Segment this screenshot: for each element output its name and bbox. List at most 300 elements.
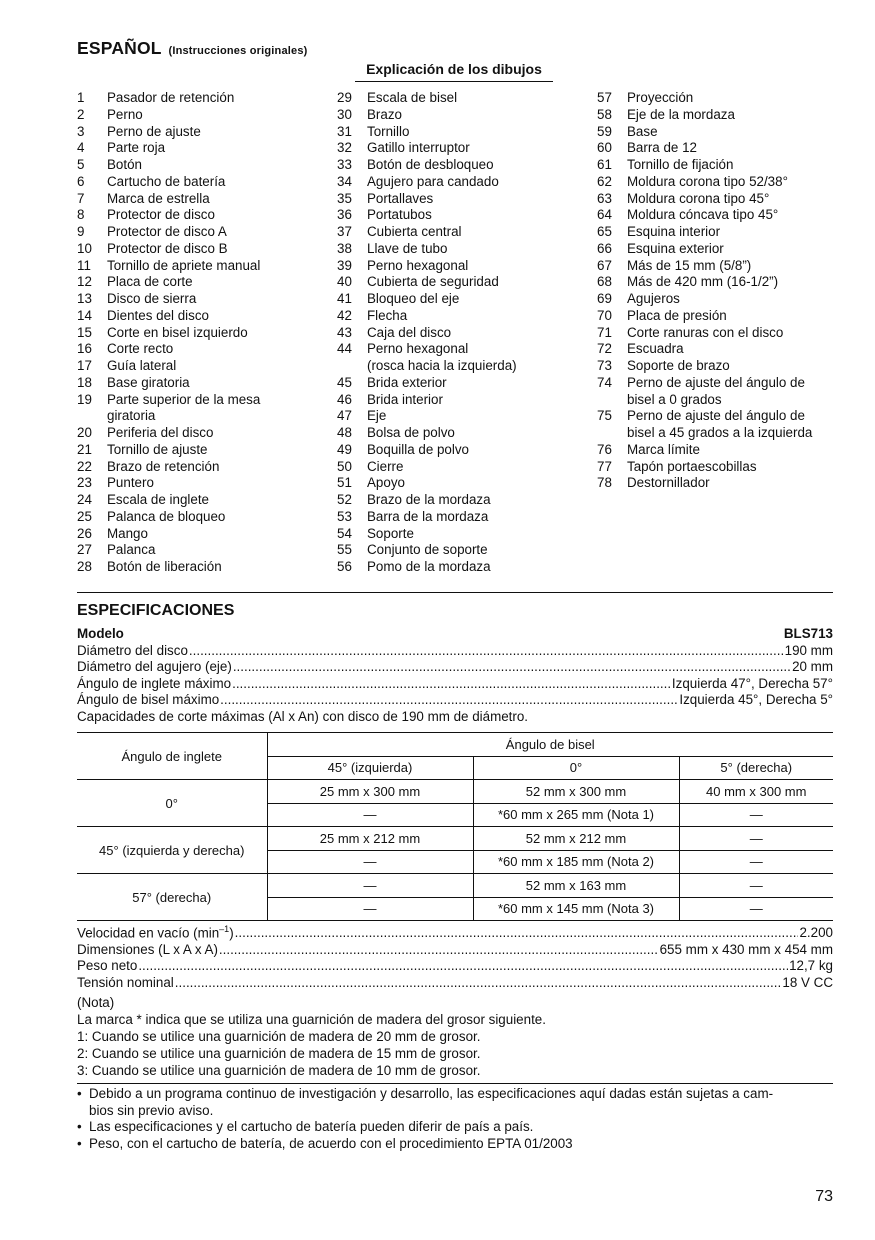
table-cell: — — [679, 897, 833, 921]
item-label: Botón de desbloqueo — [367, 157, 494, 172]
item-label: giratoria — [107, 408, 156, 424]
table-cell: 25 mm x 300 mm — [267, 780, 473, 804]
item-number: 18 — [77, 374, 92, 390]
item-number: 11 — [77, 257, 91, 273]
list-item — [77, 325, 317, 342]
table-cell: — — [679, 827, 833, 851]
list-item — [597, 375, 833, 392]
list-item — [337, 526, 577, 543]
item-label: Más de 420 mm (16-1/2”) — [627, 274, 779, 290]
spec-key: Diámetro del agujero (eje) — [77, 659, 232, 674]
list-item — [337, 241, 577, 258]
list-item — [77, 308, 317, 325]
list-item — [337, 325, 577, 342]
note-line: 3: Cuando se utilice una guarnición de madera de 10 mm de grosor. — [77, 1063, 481, 1078]
item-number: 2 — [77, 106, 85, 122]
list-item — [337, 408, 577, 425]
list-item — [77, 191, 317, 208]
item-number: 76 — [597, 441, 612, 457]
list-item — [337, 442, 577, 459]
list-item — [77, 475, 317, 492]
item-label: Perno hexagonal — [367, 257, 469, 273]
spec-value: Izquierda 45°, Derecha 5° — [679, 692, 833, 707]
table-cell: 52 mm x 163 mm — [473, 874, 679, 898]
list-item — [597, 140, 833, 157]
spec-key: Ángulo de inglete máximo — [77, 675, 232, 691]
item-number: 63 — [597, 190, 612, 206]
item-label: Bolsa de polvo — [367, 425, 455, 440]
miter-angle-cell: 57° (derecha) — [77, 874, 267, 921]
item-number — [597, 392, 627, 409]
item-label: bisel a 45 grados a la izquierda — [627, 425, 813, 440]
item-label: Palanca de bloqueo — [107, 508, 226, 524]
note-line: (Nota) — [77, 995, 115, 1010]
spec-key: Peso neto — [77, 958, 138, 974]
list-item — [597, 459, 833, 476]
list-item — [77, 174, 317, 191]
item-number: 14 — [77, 307, 92, 323]
item-number: 48 — [337, 425, 352, 440]
list-item — [77, 492, 317, 509]
item-label: Destornillador — [627, 475, 710, 491]
bullet-item — [77, 1136, 833, 1153]
item-label: Escala de inglete — [107, 492, 209, 507]
list-item — [597, 392, 833, 409]
list-item — [77, 90, 317, 107]
item-label: Perno de ajuste — [107, 123, 201, 139]
item-number: 36 — [337, 207, 352, 223]
item-label: Bloqueo del eje — [367, 291, 460, 306]
item-label: Marca límite — [627, 441, 700, 457]
list-item — [77, 157, 317, 174]
item-label: Flecha — [367, 307, 408, 323]
item-number: 26 — [77, 525, 92, 541]
table-cell: 52 mm x 212 mm — [473, 827, 679, 851]
item-number: 72 — [597, 341, 612, 357]
list-item — [337, 191, 577, 208]
item-number: 44 — [337, 341, 352, 357]
item-number: 57 — [597, 90, 612, 105]
list-item — [597, 157, 833, 174]
item-number: 8 — [77, 207, 85, 223]
table-cell: — — [267, 803, 473, 827]
item-number: 13 — [77, 291, 92, 306]
item-number: 54 — [337, 525, 352, 541]
page-number: 73 — [815, 1188, 833, 1205]
list-item — [597, 191, 833, 208]
item-label: (rosca hacia la izquierda) — [367, 358, 517, 373]
item-number: 47 — [337, 408, 352, 424]
item-label: Portallaves — [367, 190, 434, 206]
list-item — [337, 375, 577, 392]
list-item — [77, 124, 317, 141]
item-label: Gatillo interruptor — [367, 140, 470, 156]
item-label: Botón — [107, 157, 142, 172]
section-title: Explicación de los dibujos — [355, 61, 553, 82]
spec-row — [77, 659, 833, 676]
item-number: 12 — [77, 274, 92, 290]
item-number: 23 — [77, 475, 92, 491]
item-label: Conjunto de soporte — [367, 542, 488, 558]
item-number: 40 — [337, 274, 352, 290]
item-label: Brida interior — [367, 391, 443, 407]
bullet-marker: • — [77, 1086, 82, 1101]
model-value: BLS713 — [783, 626, 833, 641]
item-number: 10 — [77, 240, 92, 256]
item-label: Tornillo de fijación — [627, 157, 734, 172]
item-label: Esquina exterior — [627, 240, 724, 256]
item-label: Marca de estrella — [107, 190, 210, 206]
item-number — [597, 425, 627, 442]
item-label: Protector de disco B — [107, 240, 228, 256]
list-item — [597, 442, 833, 459]
item-label: Cierre — [367, 458, 404, 474]
spec-row — [77, 975, 833, 992]
list-item — [77, 392, 317, 409]
item-number: 37 — [337, 224, 352, 239]
divider — [77, 1083, 833, 1084]
list-item — [597, 90, 833, 107]
note-line: 2: Cuando se utilice una guarnición de madera de 15 mm de grosor. — [77, 1046, 481, 1061]
item-label: Corte en bisel izquierdo — [107, 324, 248, 340]
list-item — [77, 408, 317, 425]
capacity-caption: Capacidades de corte máximas (Al x An) con disco de 190 mm de diámetro. — [77, 708, 529, 724]
item-number: 1 — [77, 90, 85, 105]
list-item — [337, 291, 577, 308]
item-label: Barra de la mordaza — [367, 508, 489, 524]
item-number: 33 — [337, 157, 352, 172]
item-label: Soporte — [367, 525, 414, 541]
item-number: 45 — [337, 374, 352, 390]
parts-list-column-2 — [337, 90, 577, 576]
item-number: 29 — [337, 90, 352, 105]
item-number — [77, 408, 107, 425]
list-item — [77, 291, 317, 308]
item-number: 59 — [597, 123, 612, 139]
list-item — [77, 375, 317, 392]
capacity-table — [77, 732, 833, 921]
list-item — [77, 526, 317, 543]
item-number: 65 — [597, 224, 612, 239]
table-cell: — — [679, 850, 833, 874]
item-label: Palanca — [107, 542, 156, 558]
table-cell: *60 mm x 145 mm (Nota 3) — [473, 897, 679, 921]
miter-angle-header: Ángulo de inglete — [77, 733, 267, 780]
item-label: Tornillo — [367, 123, 410, 139]
table-cell: — — [267, 897, 473, 921]
item-label: Boquilla de polvo — [367, 441, 469, 457]
item-number: 32 — [337, 140, 352, 156]
item-number: 21 — [77, 441, 92, 457]
item-number: 27 — [77, 542, 92, 558]
item-number: 55 — [337, 542, 352, 558]
item-label: Tapón portaescobillas — [627, 458, 757, 474]
item-label: Periferia del disco — [107, 425, 214, 440]
item-label: Tornillo de apriete manual — [107, 257, 261, 273]
list-item — [77, 241, 317, 258]
item-number: 34 — [337, 173, 352, 189]
list-item — [77, 107, 317, 124]
miter-angle-cell: 0° — [77, 780, 267, 827]
item-number: 16 — [77, 341, 92, 357]
item-label: Esquina interior — [627, 224, 721, 239]
list-item — [337, 425, 577, 442]
item-number: 25 — [77, 508, 92, 524]
item-number: 42 — [337, 307, 352, 323]
table-cell: 25 mm x 212 mm — [267, 827, 473, 851]
item-number: 28 — [77, 559, 92, 574]
item-label: Pomo de la mordaza — [367, 559, 491, 574]
item-number: 49 — [337, 441, 352, 457]
specs-bottom — [77, 921, 833, 991]
item-label: Portatubos — [367, 207, 432, 223]
note-line: 1: Cuando se utilice una guarnición de madera de 20 mm de grosor. — [77, 1029, 481, 1044]
parts-list-column-3 — [597, 90, 833, 492]
item-label: Parte roja — [107, 140, 166, 156]
list-item — [337, 274, 577, 291]
item-number: 50 — [337, 458, 352, 474]
list-item — [77, 341, 317, 358]
table-cell: — — [267, 874, 473, 898]
spec-key: Diámetro del disco — [77, 642, 188, 658]
bullet-marker — [77, 1103, 89, 1120]
bullet-marker: • — [77, 1135, 82, 1151]
table-cell: 52 mm x 300 mm — [473, 780, 679, 804]
list-item — [597, 425, 833, 442]
bullet-item — [77, 1103, 833, 1120]
item-label: Dientes del disco — [107, 307, 209, 323]
bullet-text: Debido a un programa continuo de investigación y desarrollo, las especificaciones aquí dadas están sujetas a cam- — [89, 1086, 774, 1101]
list-item — [597, 408, 833, 425]
item-label: Botón de liberación — [107, 559, 222, 574]
item-number: 70 — [597, 307, 612, 323]
list-item — [337, 157, 577, 174]
item-number: 41 — [337, 291, 352, 306]
bullet-marker: • — [77, 1119, 82, 1134]
list-item — [337, 392, 577, 409]
spec-row — [77, 921, 833, 942]
miter-angle-cell: 45° (izquierda y derecha) — [77, 827, 267, 874]
item-number: 75 — [597, 408, 612, 424]
item-number: 61 — [597, 157, 612, 172]
spec-key: Tensión nominal — [77, 974, 174, 990]
table-row — [77, 874, 833, 898]
language-note: (Instrucciones originales) — [168, 45, 308, 57]
spec-row — [77, 942, 833, 959]
list-item — [77, 258, 317, 275]
item-number: 67 — [597, 257, 612, 273]
spec-key: Velocidad en vacío $(\min^{-1})$ — [77, 924, 234, 941]
list-item — [337, 475, 577, 492]
item-label: Perno de ajuste del ángulo de — [627, 374, 805, 390]
list-item — [337, 140, 577, 157]
item-label: Moldura corona tipo 52/38° — [627, 173, 788, 189]
bevel-zero-header: 0° — [473, 756, 679, 780]
item-label: Base — [627, 123, 658, 139]
item-label: Placa de presión — [627, 307, 727, 323]
list-item — [337, 207, 577, 224]
spec-key: Dimensiones (L x A x A) — [77, 941, 218, 957]
item-label: Llave de tubo — [367, 240, 448, 256]
table-cell: 40 mm x 300 mm — [679, 780, 833, 804]
item-number: 60 — [597, 140, 612, 156]
item-number: 4 — [77, 140, 85, 156]
item-label: Barra de 12 — [627, 140, 697, 156]
item-number: 71 — [597, 324, 612, 340]
spec-row — [77, 692, 833, 709]
item-label: Moldura cóncava tipo 45° — [627, 207, 779, 223]
item-label: Más de 15 mm (5/8”) — [627, 257, 752, 273]
item-label: Cubierta central — [367, 224, 462, 239]
list-item — [597, 207, 833, 224]
bullet-list — [77, 1086, 833, 1152]
list-item — [597, 291, 833, 308]
item-label: Proyección — [627, 90, 694, 105]
list-item — [337, 107, 577, 124]
notes-block — [77, 994, 833, 1079]
item-number — [337, 358, 367, 375]
bevel-left-header: 45° (izquierda) — [267, 756, 473, 780]
bullet-item — [77, 1086, 833, 1103]
item-label: Parte superior de la mesa — [107, 391, 261, 407]
table-cell: — — [679, 874, 833, 898]
item-label: Brida exterior — [367, 374, 447, 390]
specs-title: ESPECIFICACIONES — [77, 602, 235, 619]
item-label: Tornillo de ajuste — [107, 441, 208, 457]
list-item — [337, 174, 577, 191]
item-number: 66 — [597, 240, 612, 256]
item-number: 78 — [597, 475, 612, 491]
list-item — [337, 124, 577, 141]
model-label: Modelo — [77, 626, 124, 641]
list-item — [597, 107, 833, 124]
model-row — [77, 626, 833, 643]
list-item — [77, 509, 317, 526]
item-number: 3 — [77, 123, 85, 139]
item-number: 19 — [77, 391, 92, 407]
list-item — [337, 509, 577, 526]
item-label: Placa de corte — [107, 274, 193, 290]
item-label: Cartucho de batería — [107, 173, 226, 189]
item-number: 6 — [77, 173, 85, 189]
list-item — [77, 274, 317, 291]
list-item — [337, 308, 577, 325]
item-number: 38 — [337, 240, 352, 256]
parts-list-column-1 — [77, 90, 317, 576]
note-line: La marca * indica que se utiliza una guarnición de madera del grosor siguiente. — [77, 1012, 546, 1027]
spec-row — [77, 643, 833, 660]
item-label: Pasador de retención — [107, 90, 235, 105]
list-item — [337, 559, 577, 576]
spec-value: 20 mm — [792, 659, 833, 674]
item-number: 35 — [337, 190, 352, 206]
item-number: 20 — [77, 425, 92, 440]
item-number: 24 — [77, 492, 92, 507]
item-label: Protector de disco A — [107, 224, 227, 239]
list-item — [77, 459, 317, 476]
item-number: 77 — [597, 458, 612, 474]
item-label: Brazo — [367, 106, 402, 122]
spec-key: Ángulo de bisel máximo — [77, 692, 220, 707]
list-item — [337, 358, 577, 375]
item-label: Guía lateral — [107, 358, 177, 373]
item-label: Eje — [367, 408, 387, 424]
list-item — [337, 542, 577, 559]
list-item — [597, 258, 833, 275]
list-item — [597, 124, 833, 141]
language-title: ESPAÑOL — [77, 38, 162, 58]
item-number: 73 — [597, 358, 612, 373]
item-label: Eje de la mordaza — [627, 106, 735, 122]
list-item — [77, 442, 317, 459]
divider — [77, 592, 833, 593]
list-item — [597, 224, 833, 241]
list-item — [337, 90, 577, 107]
bullet-text: Peso, con el cartucho de batería, de acuerdo con el procedimiento EPTA 01/2003 — [89, 1135, 573, 1151]
item-label: Escala de bisel — [367, 90, 458, 105]
item-label: Apoyo — [367, 475, 405, 491]
list-item — [337, 341, 577, 358]
table-cell: — — [679, 803, 833, 827]
item-label: Cubierta de seguridad — [367, 274, 499, 290]
list-item — [597, 341, 833, 358]
spec-value: Izquierda 47°, Derecha 57° — [671, 675, 833, 691]
table-cell: *60 mm x 265 mm (Nota 1) — [473, 803, 679, 827]
spec-row — [77, 958, 833, 975]
list-item — [337, 224, 577, 241]
item-number: 15 — [77, 324, 92, 340]
item-label: Caja del disco — [367, 324, 452, 340]
list-item — [77, 425, 317, 442]
language-heading — [77, 38, 308, 59]
item-label: Soporte de brazo — [627, 358, 730, 373]
spec-row — [77, 676, 833, 693]
item-label: Moldura corona tipo 45° — [627, 190, 770, 206]
table-row — [77, 780, 833, 804]
list-item — [77, 207, 317, 224]
spec-value: 18 V CC — [782, 974, 833, 990]
bevel-right-header: 5° (derecha) — [679, 756, 833, 780]
item-label: Agujeros — [627, 291, 680, 306]
item-number: 7 — [77, 190, 85, 206]
spec-value: 12,7 kg — [789, 958, 833, 974]
item-label: Perno de ajuste del ángulo de — [627, 408, 805, 424]
list-item — [597, 308, 833, 325]
list-item — [337, 492, 577, 509]
list-item — [77, 559, 317, 576]
list-item — [77, 140, 317, 157]
table-cell: *60 mm x 185 mm (Nota 2) — [473, 850, 679, 874]
item-number: 51 — [337, 475, 352, 491]
item-number: 64 — [597, 207, 612, 223]
list-item — [597, 241, 833, 258]
item-label: Brazo de la mordaza — [367, 492, 491, 507]
list-item — [77, 358, 317, 375]
bullet-text: bios sin previo aviso. — [89, 1102, 214, 1118]
item-label: Puntero — [107, 475, 154, 491]
item-label: Protector de disco — [107, 207, 215, 223]
item-label: Disco de sierra — [107, 291, 197, 306]
bullet-text: Las especificaciones y el cartucho de batería pueden diferir de país a país. — [89, 1119, 534, 1134]
list-item — [597, 358, 833, 375]
table-cell: — — [267, 850, 473, 874]
list-item — [77, 224, 317, 241]
bullet-item — [77, 1119, 833, 1136]
item-number: 46 — [337, 391, 352, 407]
item-label: Corte ranuras con el disco — [627, 324, 784, 340]
list-item — [597, 325, 833, 342]
item-number: 56 — [337, 559, 352, 574]
